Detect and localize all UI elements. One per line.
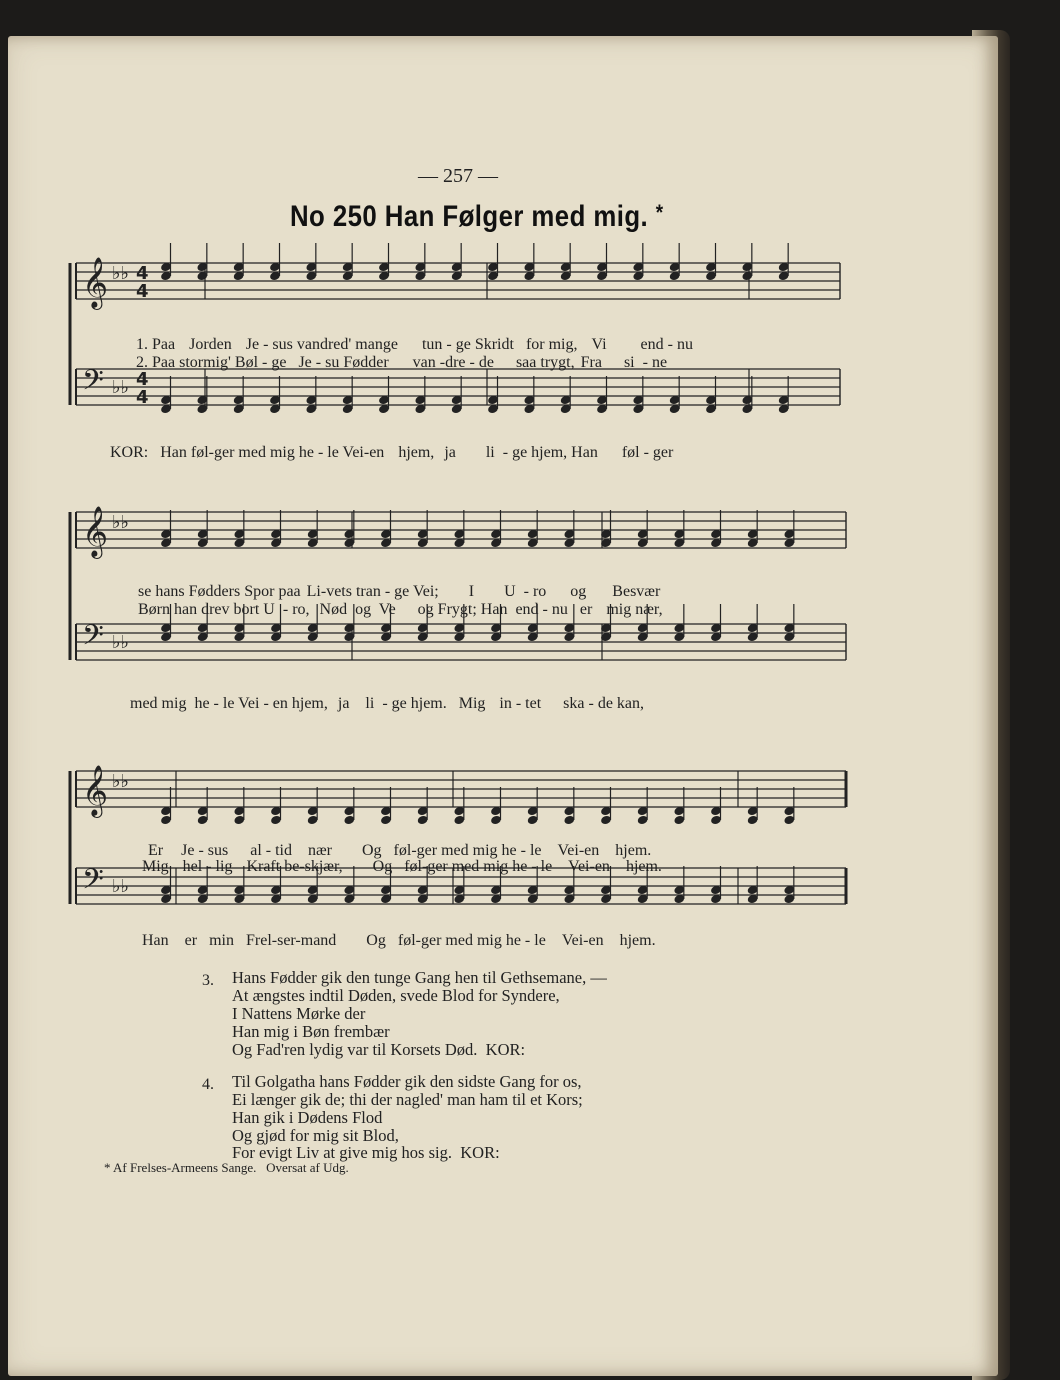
lyric: Je - sus — [181, 842, 229, 859]
key-signature: ♭♭ — [112, 512, 129, 533]
key-signature: ♭♭ — [112, 876, 129, 897]
lyric: hel - lig — [182, 858, 233, 875]
lyric: Kraft be-skjær, — [246, 858, 343, 875]
lyric: Fra — [580, 354, 602, 371]
lyric: stormig' — [179, 354, 231, 371]
lyric: Bøl - ge — [234, 354, 287, 371]
system-3-verse-2 — [134, 840, 662, 876]
lyric: og — [570, 583, 587, 600]
lyric: Han — [571, 444, 598, 461]
lyric: li - ge hjem, — [485, 444, 568, 461]
verse-3-number: 3. — [202, 972, 214, 989]
key-signature: ♭♭ — [112, 632, 129, 653]
lyric: føl-ger med mig he - le — [393, 842, 542, 859]
hymn-title-text: No 250 Han Følger med mig. — [290, 200, 649, 233]
lyric: Li-vets tran - ge Vei; — [306, 583, 439, 600]
lyric: Mig — [142, 858, 169, 875]
lyric: føl - ger — [621, 444, 674, 461]
lyric: min — [209, 932, 234, 949]
verse-4-line: Han gik i Dødens Flod — [232, 1108, 383, 1127]
lyric: for mig, — [525, 336, 578, 353]
bass-clef: 𝄢 — [82, 863, 104, 903]
lyric: Vi — [591, 336, 607, 353]
lyric: er — [579, 601, 593, 618]
lyric: Je - su Fødder — [298, 354, 389, 371]
lyric: med mig he - le Vei - en hjem, — [130, 695, 328, 712]
lyric: Er — [148, 842, 164, 859]
lyric: al - tid — [250, 842, 292, 859]
lyric: er — [184, 932, 198, 949]
lyric: Vei-en — [568, 858, 610, 875]
lyric: hjem. — [625, 858, 662, 875]
lyric: hjem. — [615, 842, 652, 859]
lyric: Børn han drev bort U - ro, — [138, 601, 310, 618]
verse-4-line: For evigt Liv at give mig hos sig. KOR: — [232, 1143, 500, 1162]
verse-4-line: Og gjød for mig sit Blod, — [232, 1126, 399, 1145]
key-signature: ♭♭ — [112, 377, 129, 398]
lyric: ja — [337, 695, 350, 712]
lyric: Han føl-ger med mig he - le Vei-en — [160, 444, 385, 461]
lyric: Je - sus vandred' mange — [245, 336, 398, 353]
lyric: Han — [142, 932, 169, 949]
verse-3-line: Han mig i Bøn frembær — [232, 1022, 390, 1041]
key-signature: ♭♭ — [112, 771, 129, 792]
lyric: I — [468, 583, 475, 600]
verse-4-number: 4. — [202, 1076, 214, 1093]
verse-3-line: Hans Fødder gik den tunge Gang hen til Gethsemane, — — [232, 968, 607, 987]
lyric: Og — [366, 932, 386, 949]
lyric: se hans Fødders Spor paa — [138, 583, 301, 600]
lyric: Vei-en — [557, 842, 600, 859]
bass-clef: 𝄢 — [82, 619, 104, 659]
bass-clef: 𝄢 — [82, 364, 104, 404]
lyric: 2. Paa — [136, 354, 176, 371]
lyric: ska - de kan, — [563, 695, 645, 712]
verse-3-line: I Nattens Mørke der — [232, 1004, 366, 1023]
lyric: U - ro — [504, 583, 547, 600]
time-signature: 4 — [136, 263, 149, 284]
lyric: Nød og Ve — [319, 601, 396, 618]
system-1-chorus — [102, 426, 673, 462]
system-2-chorus — [122, 677, 644, 713]
lyric: Besvær — [612, 583, 661, 600]
lyric: 1. Paa — [136, 336, 176, 353]
lyric: tun - ge Skridt — [421, 336, 514, 353]
title-footnote-mark: * — [655, 200, 664, 225]
lyric: Mig — [458, 695, 486, 712]
system-2-verse-2 — [130, 583, 663, 619]
lyric: Og — [372, 858, 393, 875]
lyric: føl-ger med mig he - le — [404, 858, 553, 875]
lyric: end - nu — [640, 336, 693, 353]
lyric: føl-ger med mig he - le — [397, 932, 546, 949]
treble-clef: 𝄞 — [82, 257, 109, 308]
lyric: ja — [444, 444, 456, 461]
lyric: Han end - nu — [480, 601, 568, 618]
lyric: Jorden — [189, 336, 232, 353]
lyric: nær — [307, 842, 332, 859]
verse-4-line: Til Golgatha hans Fødder gik den sidste Gang for os, — [232, 1072, 582, 1091]
lyric: hjem. — [619, 932, 656, 949]
lyric: og Frygt; — [417, 601, 477, 618]
treble-clef: 𝄞 — [82, 506, 109, 557]
time-signature: 4 — [136, 387, 149, 408]
verse-4-line: Ei længer gik de; thi der nagled' man ham til et Kors; — [232, 1090, 583, 1109]
lyric: si - ne — [623, 354, 668, 371]
page-number: — 257 — — [418, 165, 498, 187]
lyric: van -dre - de — [412, 354, 494, 371]
lyric: Vei-en — [561, 932, 604, 949]
verse-3-line: Og Fad'ren lydig var til Korsets Død. KOR: — [232, 1040, 526, 1059]
lyric: Og — [361, 842, 382, 859]
time-signature: 4 — [136, 369, 149, 390]
system-1-verse-2 — [128, 336, 667, 372]
system-3-chorus — [134, 914, 656, 950]
time-signature: 4 — [136, 281, 149, 302]
chorus-label: KOR: — [110, 444, 149, 461]
lyric: in - tet — [499, 695, 542, 712]
verse-3-line: At ængstes indtil Døden, svede Blod for Syndere, — [232, 986, 560, 1005]
footnote: * Af Frelses-Armeens Sange. Oversat af Udg. — [104, 1160, 349, 1175]
lyric: Frel-ser-mand — [245, 932, 337, 949]
lyric: hjem, — [398, 444, 435, 461]
treble-clef: 𝄞 — [82, 765, 109, 816]
lyric: li - ge hjem. — [365, 695, 447, 712]
lyric: mig nær, — [606, 601, 663, 618]
key-signature: ♭♭ — [112, 263, 129, 284]
lyric: saa trygt, — [515, 354, 575, 371]
